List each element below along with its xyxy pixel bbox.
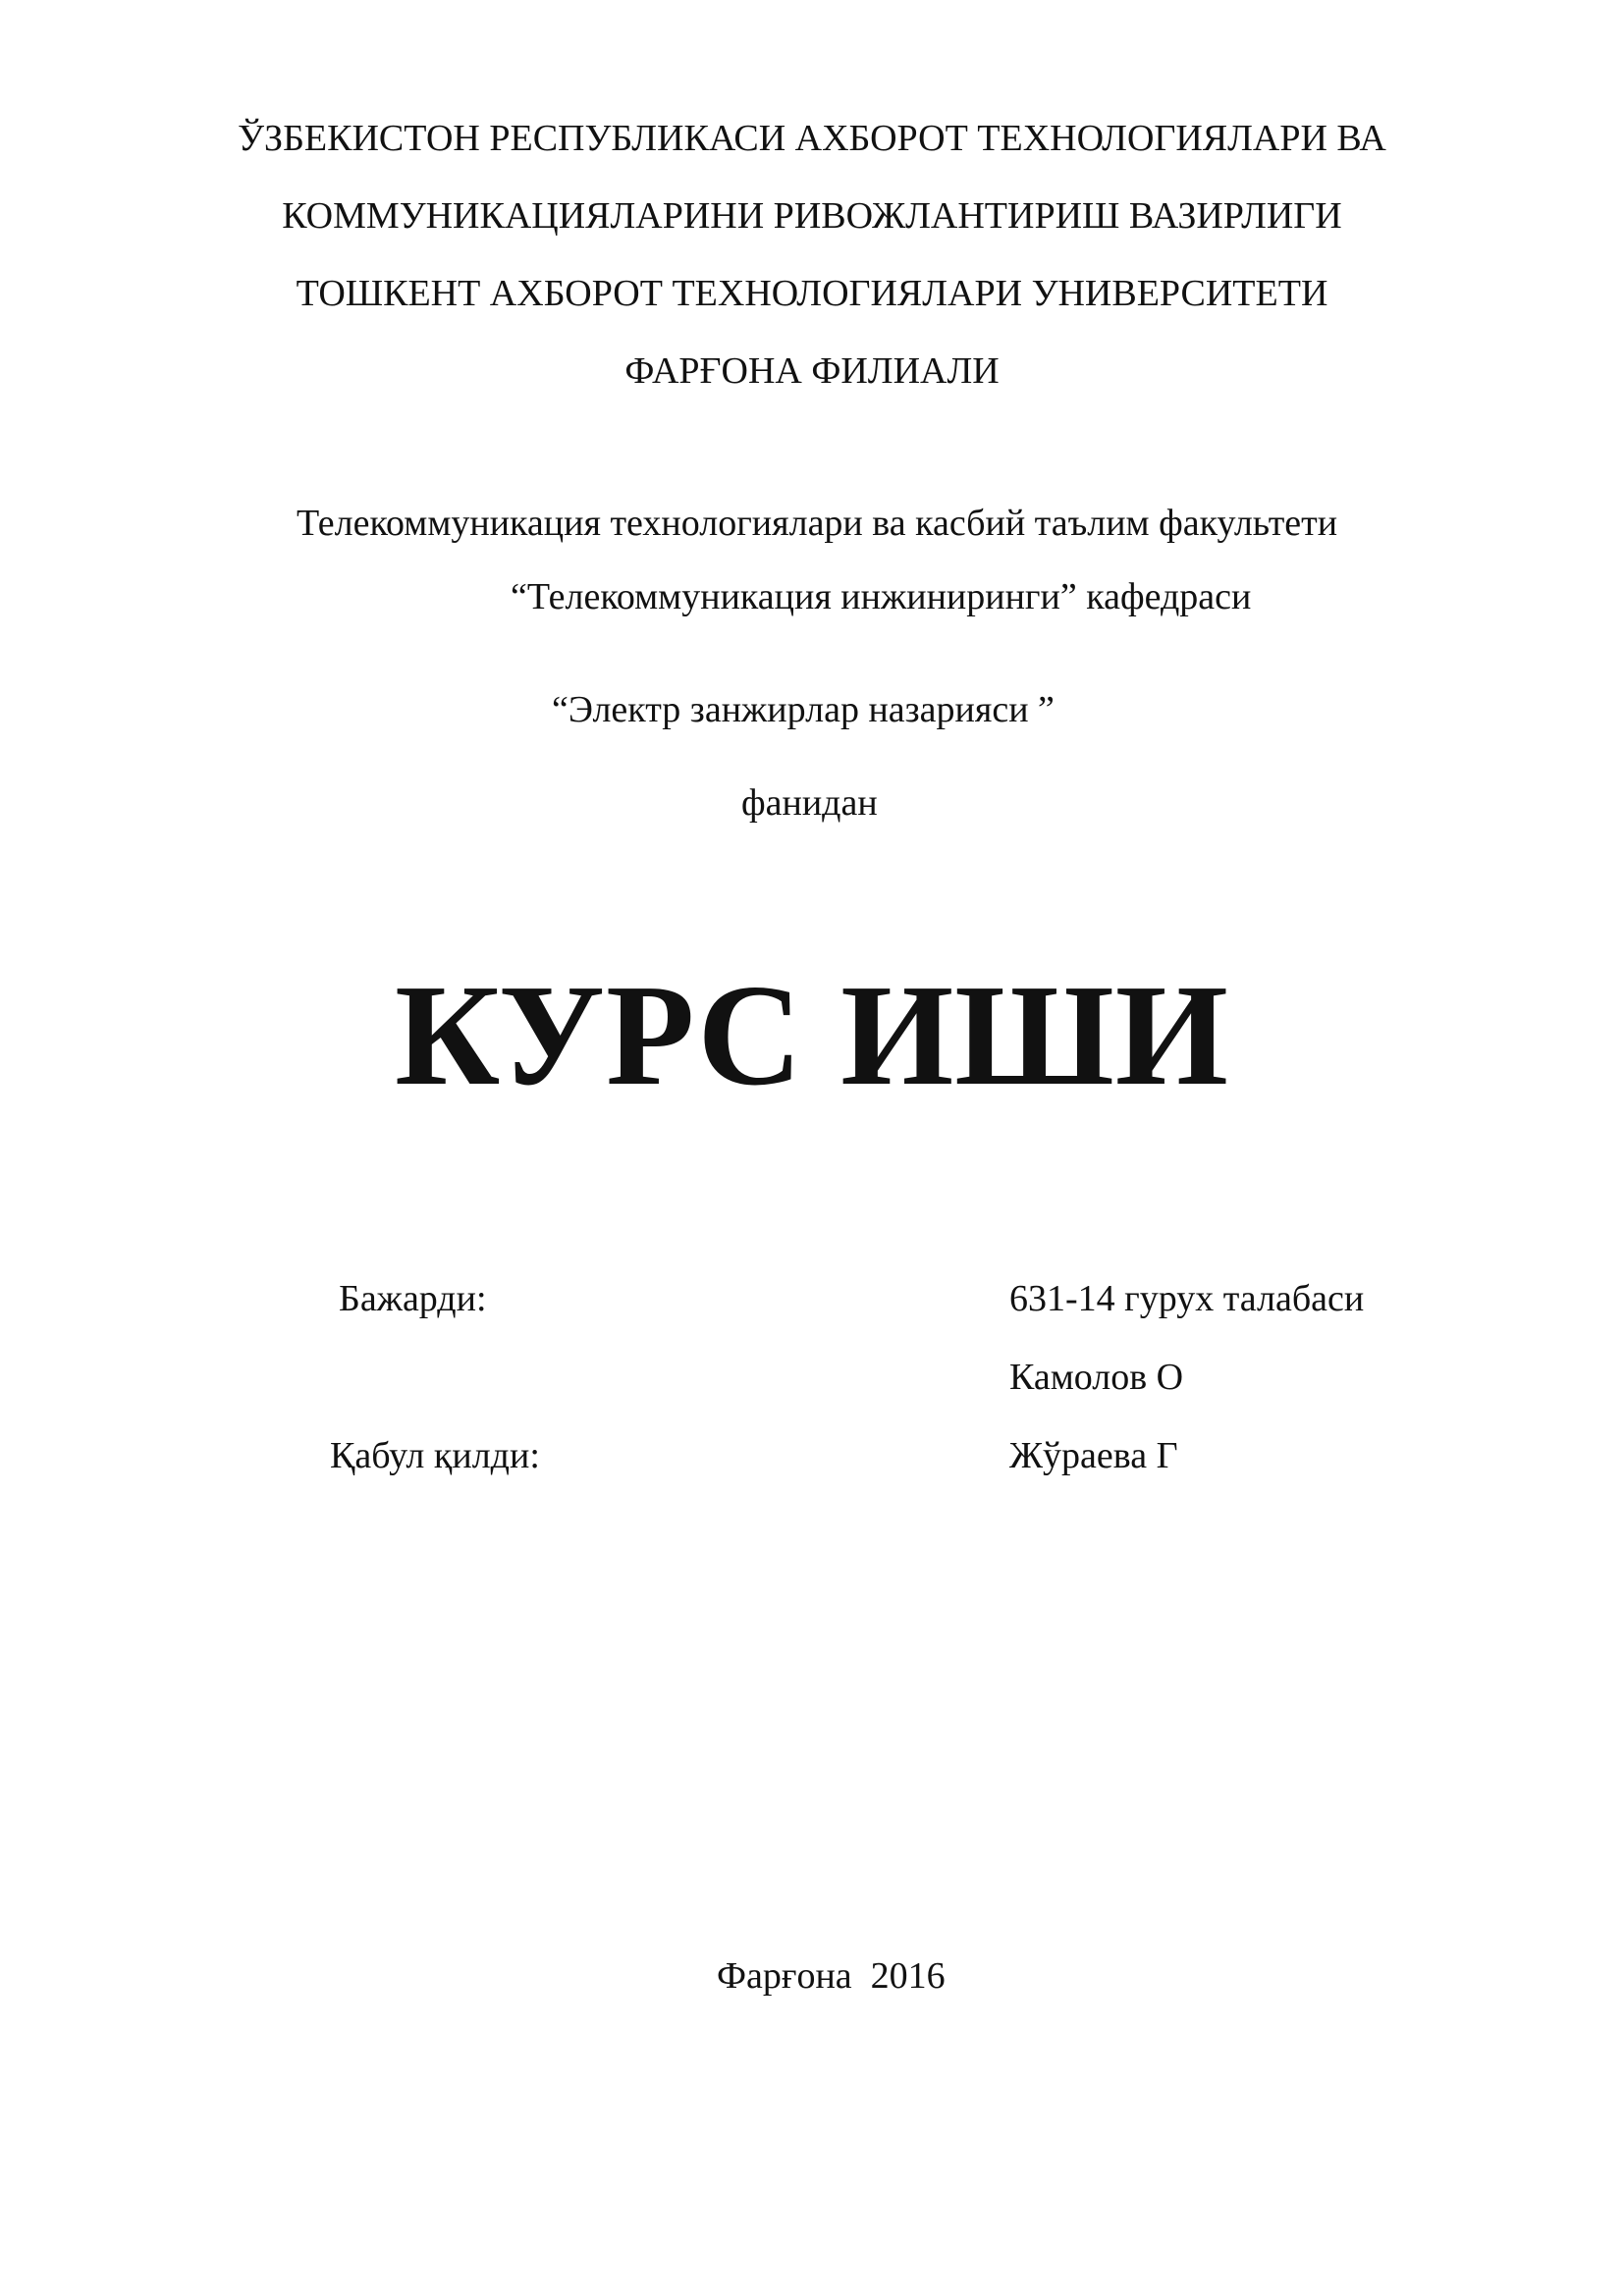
subject-suffix: фанидан [741,782,878,824]
ministry-line-2: КОММУНИКАЦИЯЛАРИНИ РИВОЖЛАНТИРИШ ВАЗИРЛИГИ [282,195,1342,237]
university-line: ТОШКЕНТ АХБОРОТ ТЕХНОЛОГИЯЛАРИ УНИВЕРСИТЕТИ [296,273,1328,314]
department-name: “Телекоммуникация инжиниринги” кафедраси [511,576,1252,617]
ministry-line-1: ЎЗБЕКИСТОН РЕСПУБЛИКАСИ АХБОРОТ ТЕХНОЛОГИЯЛАРИ ВА [238,118,1386,159]
accepted-label: Қабул қилди: [330,1435,540,1476]
faculty-name: Телекоммуникация технологиялари ва касбий таълим факультети [297,503,1338,544]
performed-group: 631-14 гурух талабаси [1009,1278,1365,1319]
subject-name: “Электр занжирлар назарияси ” [552,689,1055,730]
performed-label: Бажарди: [339,1278,487,1319]
branch-line: ФАРҒОНА ФИЛИАЛИ [624,350,1000,392]
accepted-name: Жўраева Г [1009,1435,1178,1476]
document-title: КУРС ИШИ [395,955,1229,1116]
place-year: Фарғона 2016 [717,1955,946,1997]
performed-name: Камолов О [1009,1357,1184,1398]
